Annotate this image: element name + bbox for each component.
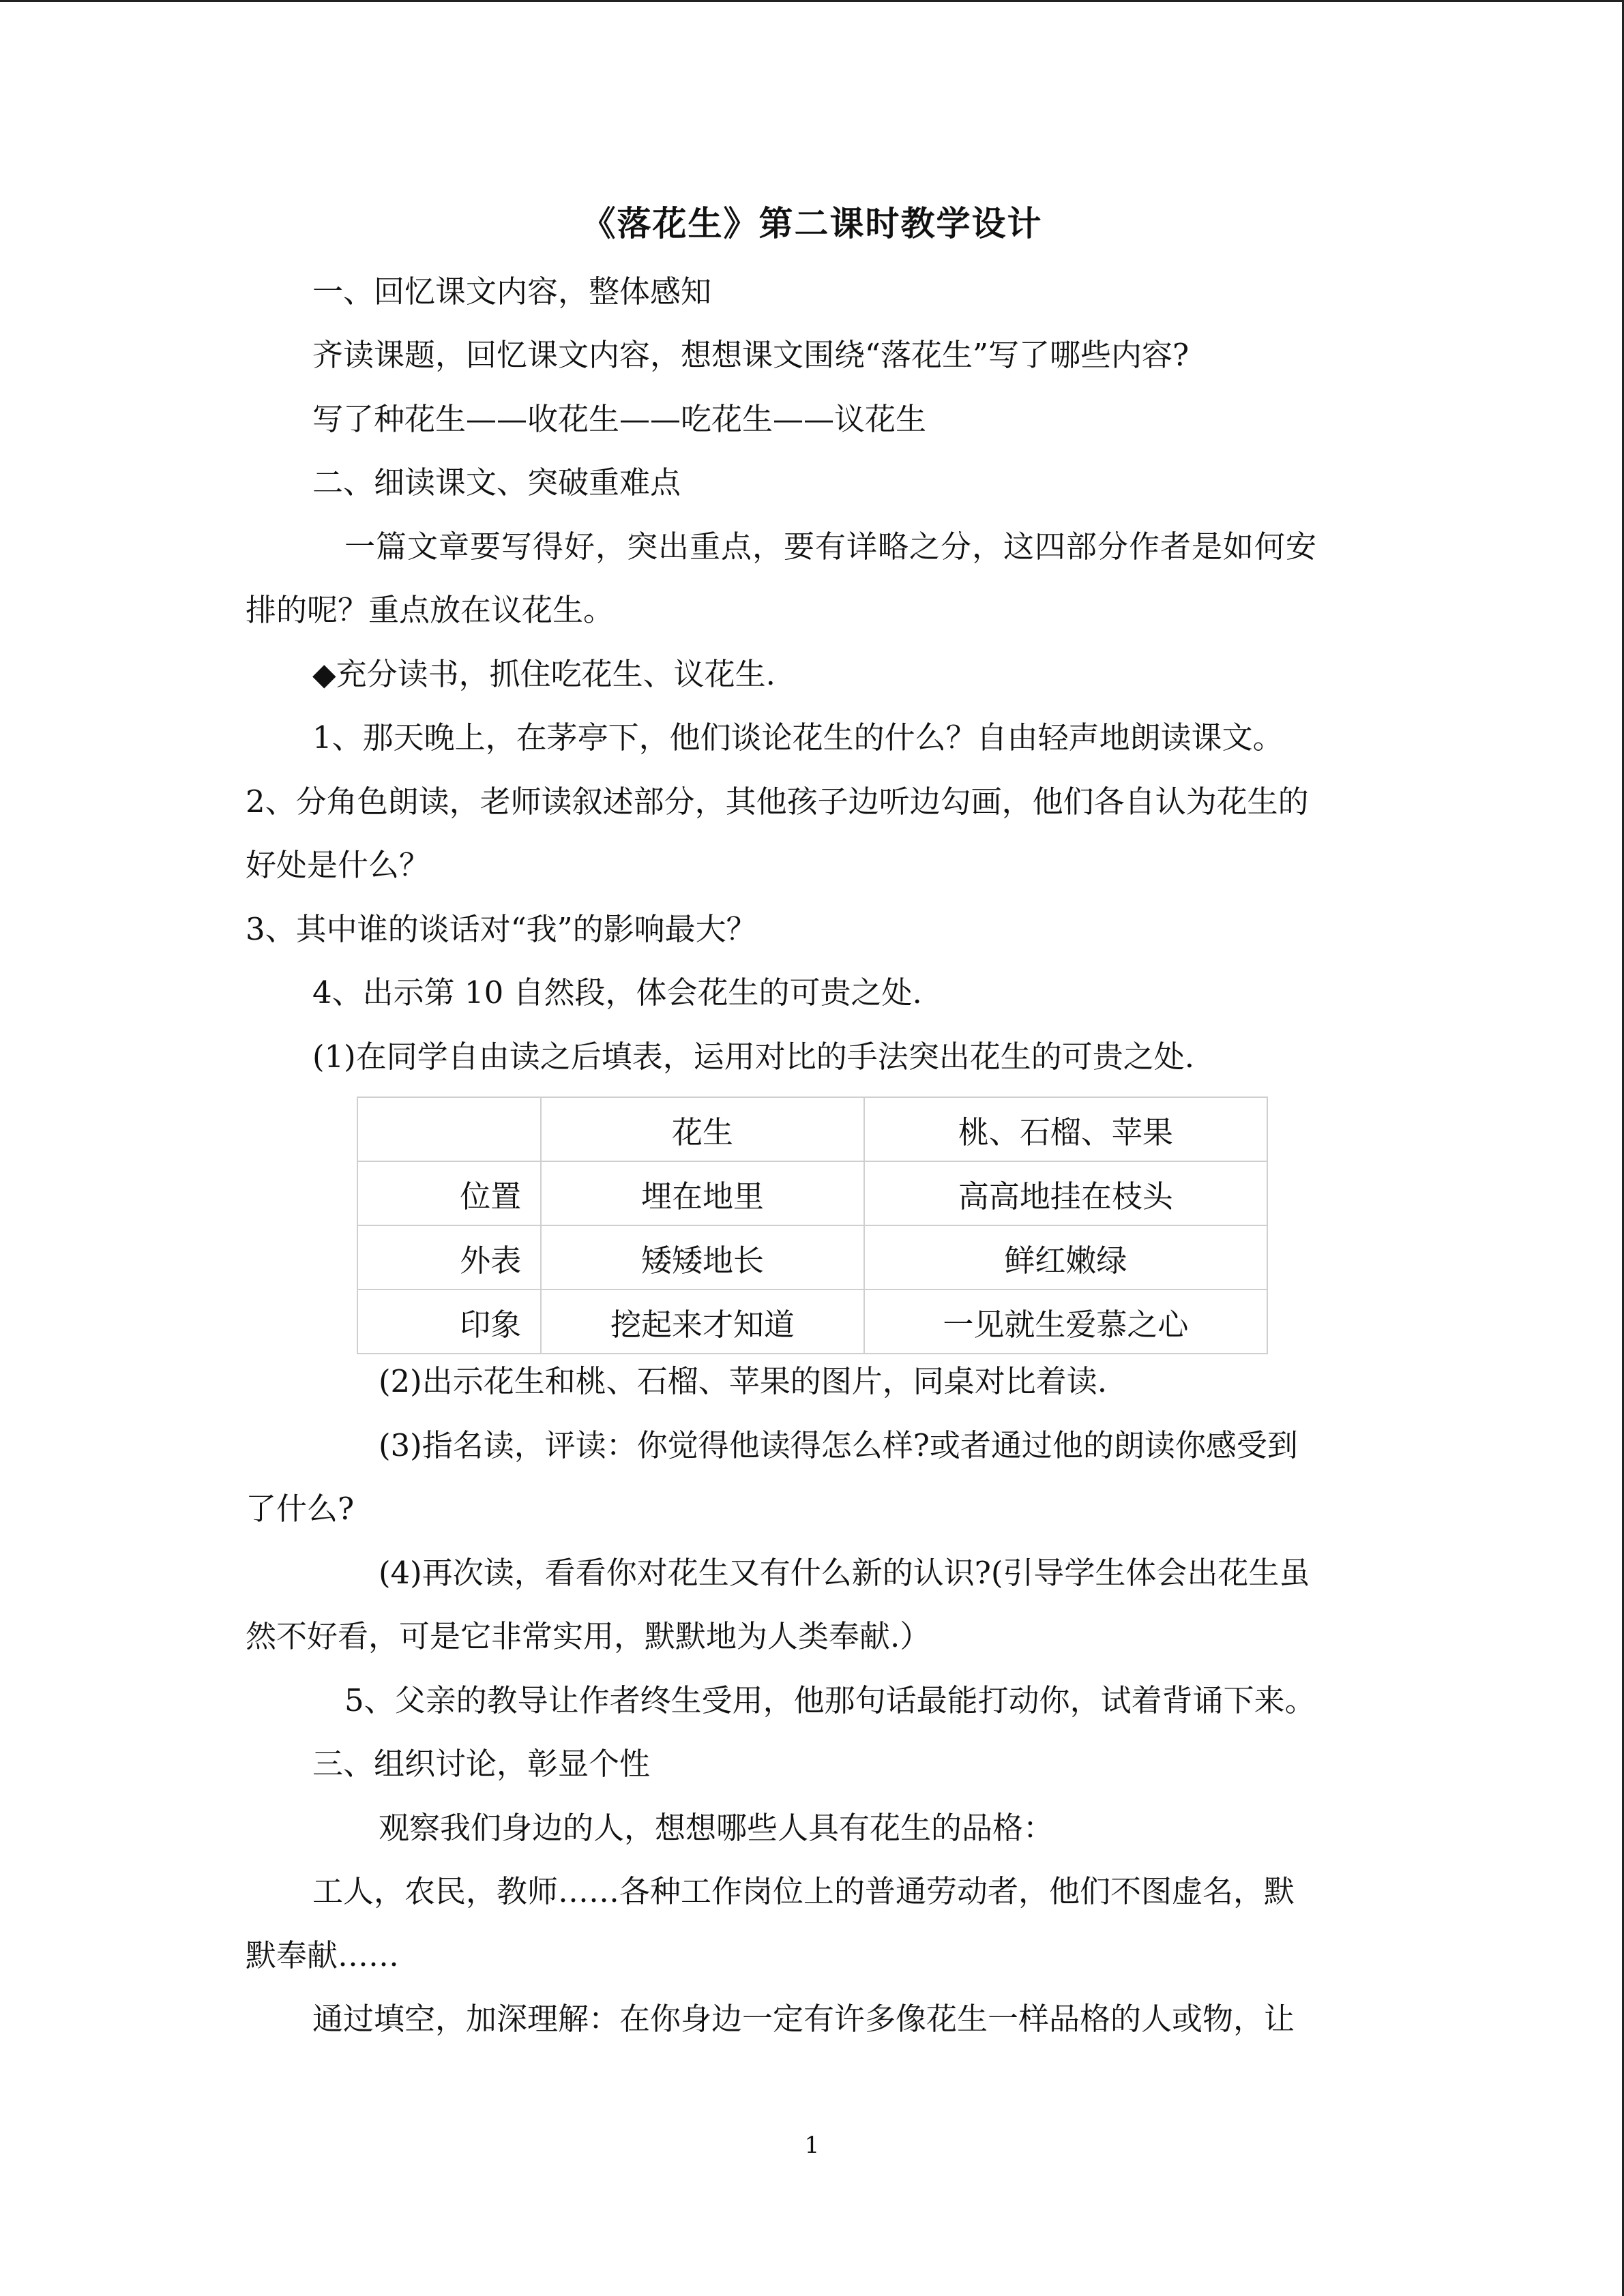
paragraph-line: 默奉献…… [246,1937,400,1973]
comparison-table [357,1097,1268,1354]
paragraph-line: 写了种花生——收花生——吃花生——议花生 [312,401,927,437]
table-header-cell: 桃、石榴、苹果 [864,1097,1267,1161]
paragraph-line: (1)在同学自由读之后填表，运用对比的手法突出花生的可贵之处. [312,1039,1195,1075]
table-row-label: 印象 [357,1289,541,1354]
table-header-row [357,1097,1267,1161]
table-cell: 一见就生爱慕之心 [864,1289,1267,1354]
table-row-label: 位置 [357,1161,541,1225]
page-number: 1 [804,2132,820,2159]
paragraph-line: (3)指名读，评读：你觉得他读得怎么样?或者通过他的朗读你感受到 [379,1427,1298,1463]
paragraph-line: 齐读课题，回忆课文内容，想想课文围绕“落花生”写了哪些内容? [312,337,1190,373]
section-heading-3: 三、组织讨论，彰显个性 [312,1746,651,1782]
table-cell: 埋在地里 [541,1161,863,1225]
table-row [357,1225,1267,1289]
table-header-cell: 花生 [541,1097,863,1161]
paragraph-line: 排的呢？重点放在议花生。 [246,592,615,628]
paragraph-line: 观察我们身边的人，想想哪些人具有花生的品格： [379,1810,1054,1846]
paragraph-line: (2)出示花生和桃、石榴、苹果的图片，同桌对比着读. [379,1363,1108,1399]
paragraph-line: 1、那天晚上，在茅亭下，他们谈论花生的什么？自由轻声地朗读课文。 [312,719,1284,756]
paragraph-line: 一篇文章要写得好，突出重点，要有详略之分，这四部分作者是如何安 [344,528,1318,565]
paragraph-line: 5、父亲的教导让作者终生受用，他那句话最能打动你，试着背诵下来。 [344,1682,1316,1718]
paragraph-line: 通过填空，加深理解：在你身边一定有许多像花生一样品格的人或物，让 [312,2001,1295,2037]
section-heading-2: 二、细读课文、突破重难点 [312,464,681,501]
table-cell: 挖起来才知道 [541,1289,863,1354]
paragraph-line: 4、出示第 10 自然段，体会花生的可贵之处. [312,974,922,1011]
paragraph-line: 2、分角色朗读，老师读叙述部分，其他孩子边听边勾画，他们各自认为花生的 [246,784,1309,820]
table-row [357,1161,1267,1225]
paragraph-line: 3、其中谁的谈话对“我”的影响最大？ [246,911,757,947]
section-heading-1: 一、回忆课文内容，整体感知 [312,273,712,310]
table-cell: 高高地挂在枝头 [864,1161,1267,1225]
paragraph-line: 然不好看，可是它非常实用，默默地为人类奉献.） [246,1618,931,1654]
table-row-label: 外表 [357,1225,541,1289]
table-cell [357,1097,541,1161]
bullet-line: ◆充分读书，抓住吃花生、议花生. [312,656,776,692]
paragraph-line: 好处是什么？ [246,847,430,883]
paragraph-line: 工人，农民，教师……各种工作岗位上的普通劳动者，他们不图虚名，默 [312,1873,1295,1909]
paragraph-line: (4)再次读，看看你对花生又有什么新的认识?(引导学生体会出花生虽 [379,1555,1310,1591]
table-cell: 矮矮地长 [541,1225,863,1289]
table-row [357,1289,1267,1354]
table-cell: 鲜红嫩绿 [864,1225,1267,1289]
document-title: 《落花生》第二课时教学设计 [581,203,1043,243]
paragraph-line: 了什么? [246,1491,355,1527]
